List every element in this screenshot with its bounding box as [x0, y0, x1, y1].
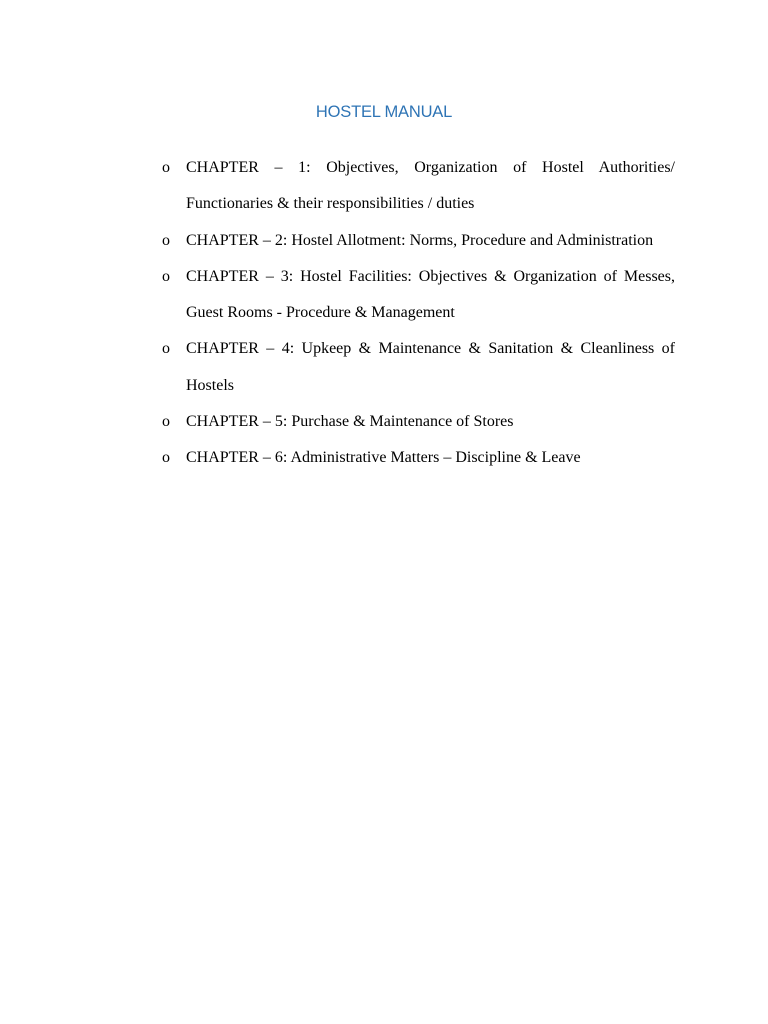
document-title: HOSTEL MANUAL [315, 103, 453, 121]
chapter-list [162, 150, 675, 477]
chapter-4-text: CHAPTER – 4: Upkeep & Maintenance & Sanitation & Cleanliness of Hostels [186, 340, 675, 394]
chapter-1-text: CHAPTER – 1: Objectives, Organization of Hostel Authorities/ Functionaries & their responsibilities / duties [186, 159, 675, 213]
chapter-3-text: CHAPTER – 3: Hostel Facilities: Objectives & Organization of Messes, Guest Rooms - Procedure & Management [186, 267, 675, 322]
chapter-6-text: CHAPTER – 6: Administrative Matters – Discipline & Leave [186, 449, 581, 467]
list-item [162, 223, 675, 259]
bullet-icon: o [162, 340, 170, 358]
bullet-icon: o [162, 231, 170, 249]
list-item [162, 259, 675, 332]
bullet-icon: o [162, 413, 170, 431]
list-item [162, 440, 675, 476]
bullet-icon: o [162, 267, 170, 285]
list-item [162, 331, 675, 404]
chapter-5-text: CHAPTER – 5: Purchase & Maintenance of Stores [186, 413, 514, 431]
list-item [162, 150, 675, 223]
list-item [162, 404, 675, 440]
bullet-icon: o [162, 449, 170, 467]
bullet-icon: o [162, 159, 170, 176]
chapter-2-text: CHAPTER – 2: Hostel Allotment: Norms, Procedure and Administration [186, 231, 654, 249]
